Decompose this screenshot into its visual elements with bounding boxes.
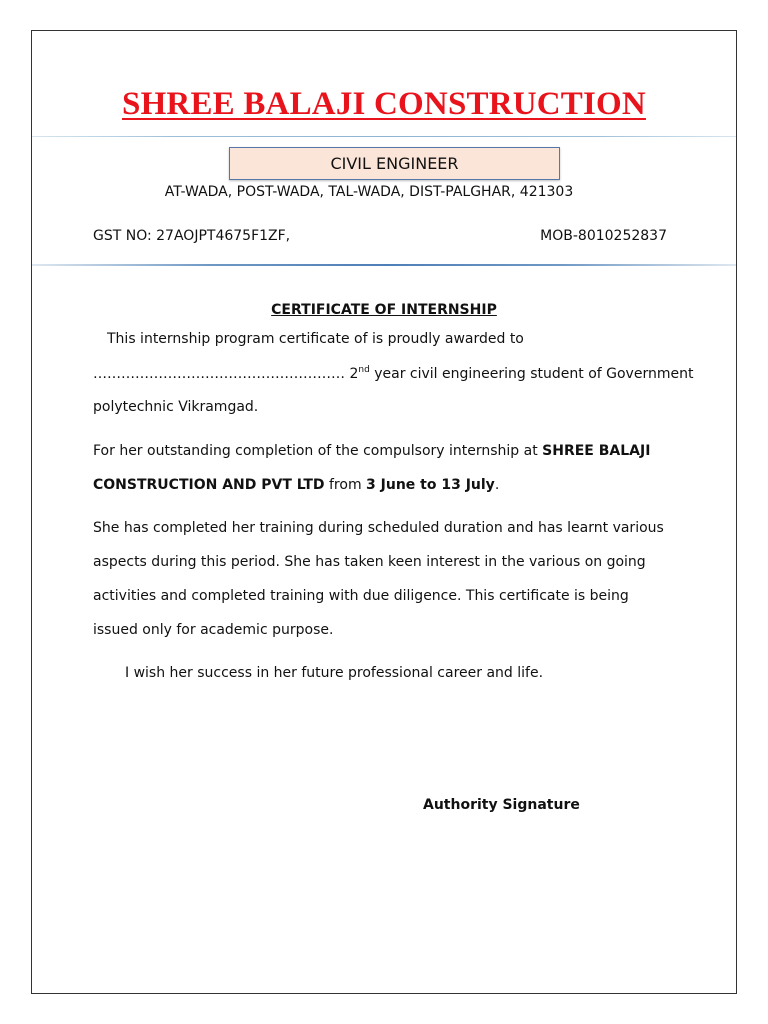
- recipient-blank: ……………………………………………… 2: [93, 366, 359, 382]
- certificate-line-8: activities and completed training with due diligence. This certificate is being: [93, 588, 629, 604]
- certificate-line-7: aspects during this period. She has taken keen interest in the various on going: [93, 554, 646, 570]
- certificate-line-10: I wish her success in her future professional career and life.: [125, 665, 544, 681]
- company-address: AT-WADA, POST-WADA, TAL-WADA, DIST-PALGHAR, 421303: [164, 184, 574, 200]
- header-divider-bottom: [32, 264, 736, 266]
- company-name-inline-cont: CONSTRUCTION AND PVT LTD: [93, 477, 325, 493]
- line-4-prefix: For her outstanding completion of the compulsory internship at: [93, 443, 543, 459]
- authority-signature: Authority Signature: [423, 797, 580, 813]
- profession-box: [229, 147, 560, 180]
- certificate-line-2: [93, 366, 693, 382]
- company-name: SHREE BALAJI CONSTRUCTION: [122, 86, 646, 122]
- certificate-line-5: [93, 477, 499, 493]
- certificate-line-1: This internship program certificate of is proudly awarded to: [107, 331, 524, 347]
- line-5-from: from: [324, 477, 367, 493]
- certificate-title: CERTIFICATE OF INTERNSHIP: [271, 302, 497, 318]
- certificate-line-9: issued only for academic purpose.: [93, 622, 334, 638]
- company-name-inline: SHREE BALAJI: [542, 443, 651, 459]
- certificate-line-6: She has completed her training during scheduled duration and has learnt various: [93, 520, 664, 536]
- line-2-rest: year civil engineering student of Government: [369, 366, 694, 382]
- mobile-number: MOB-8010252837: [540, 228, 667, 244]
- internship-dates: 3 June to 13 July: [366, 477, 495, 493]
- ordinal-suffix: nd: [358, 365, 370, 375]
- profession-label: CIVIL ENGINEER: [330, 154, 459, 173]
- gst-number: GST NO: 27AOJPT4675F1ZF,: [93, 228, 291, 244]
- header-divider-top: [32, 136, 736, 137]
- certificate-line-3: polytechnic Vikramgad.: [93, 399, 259, 415]
- line-5-end: .: [494, 477, 500, 493]
- certificate-line-4: [93, 443, 650, 459]
